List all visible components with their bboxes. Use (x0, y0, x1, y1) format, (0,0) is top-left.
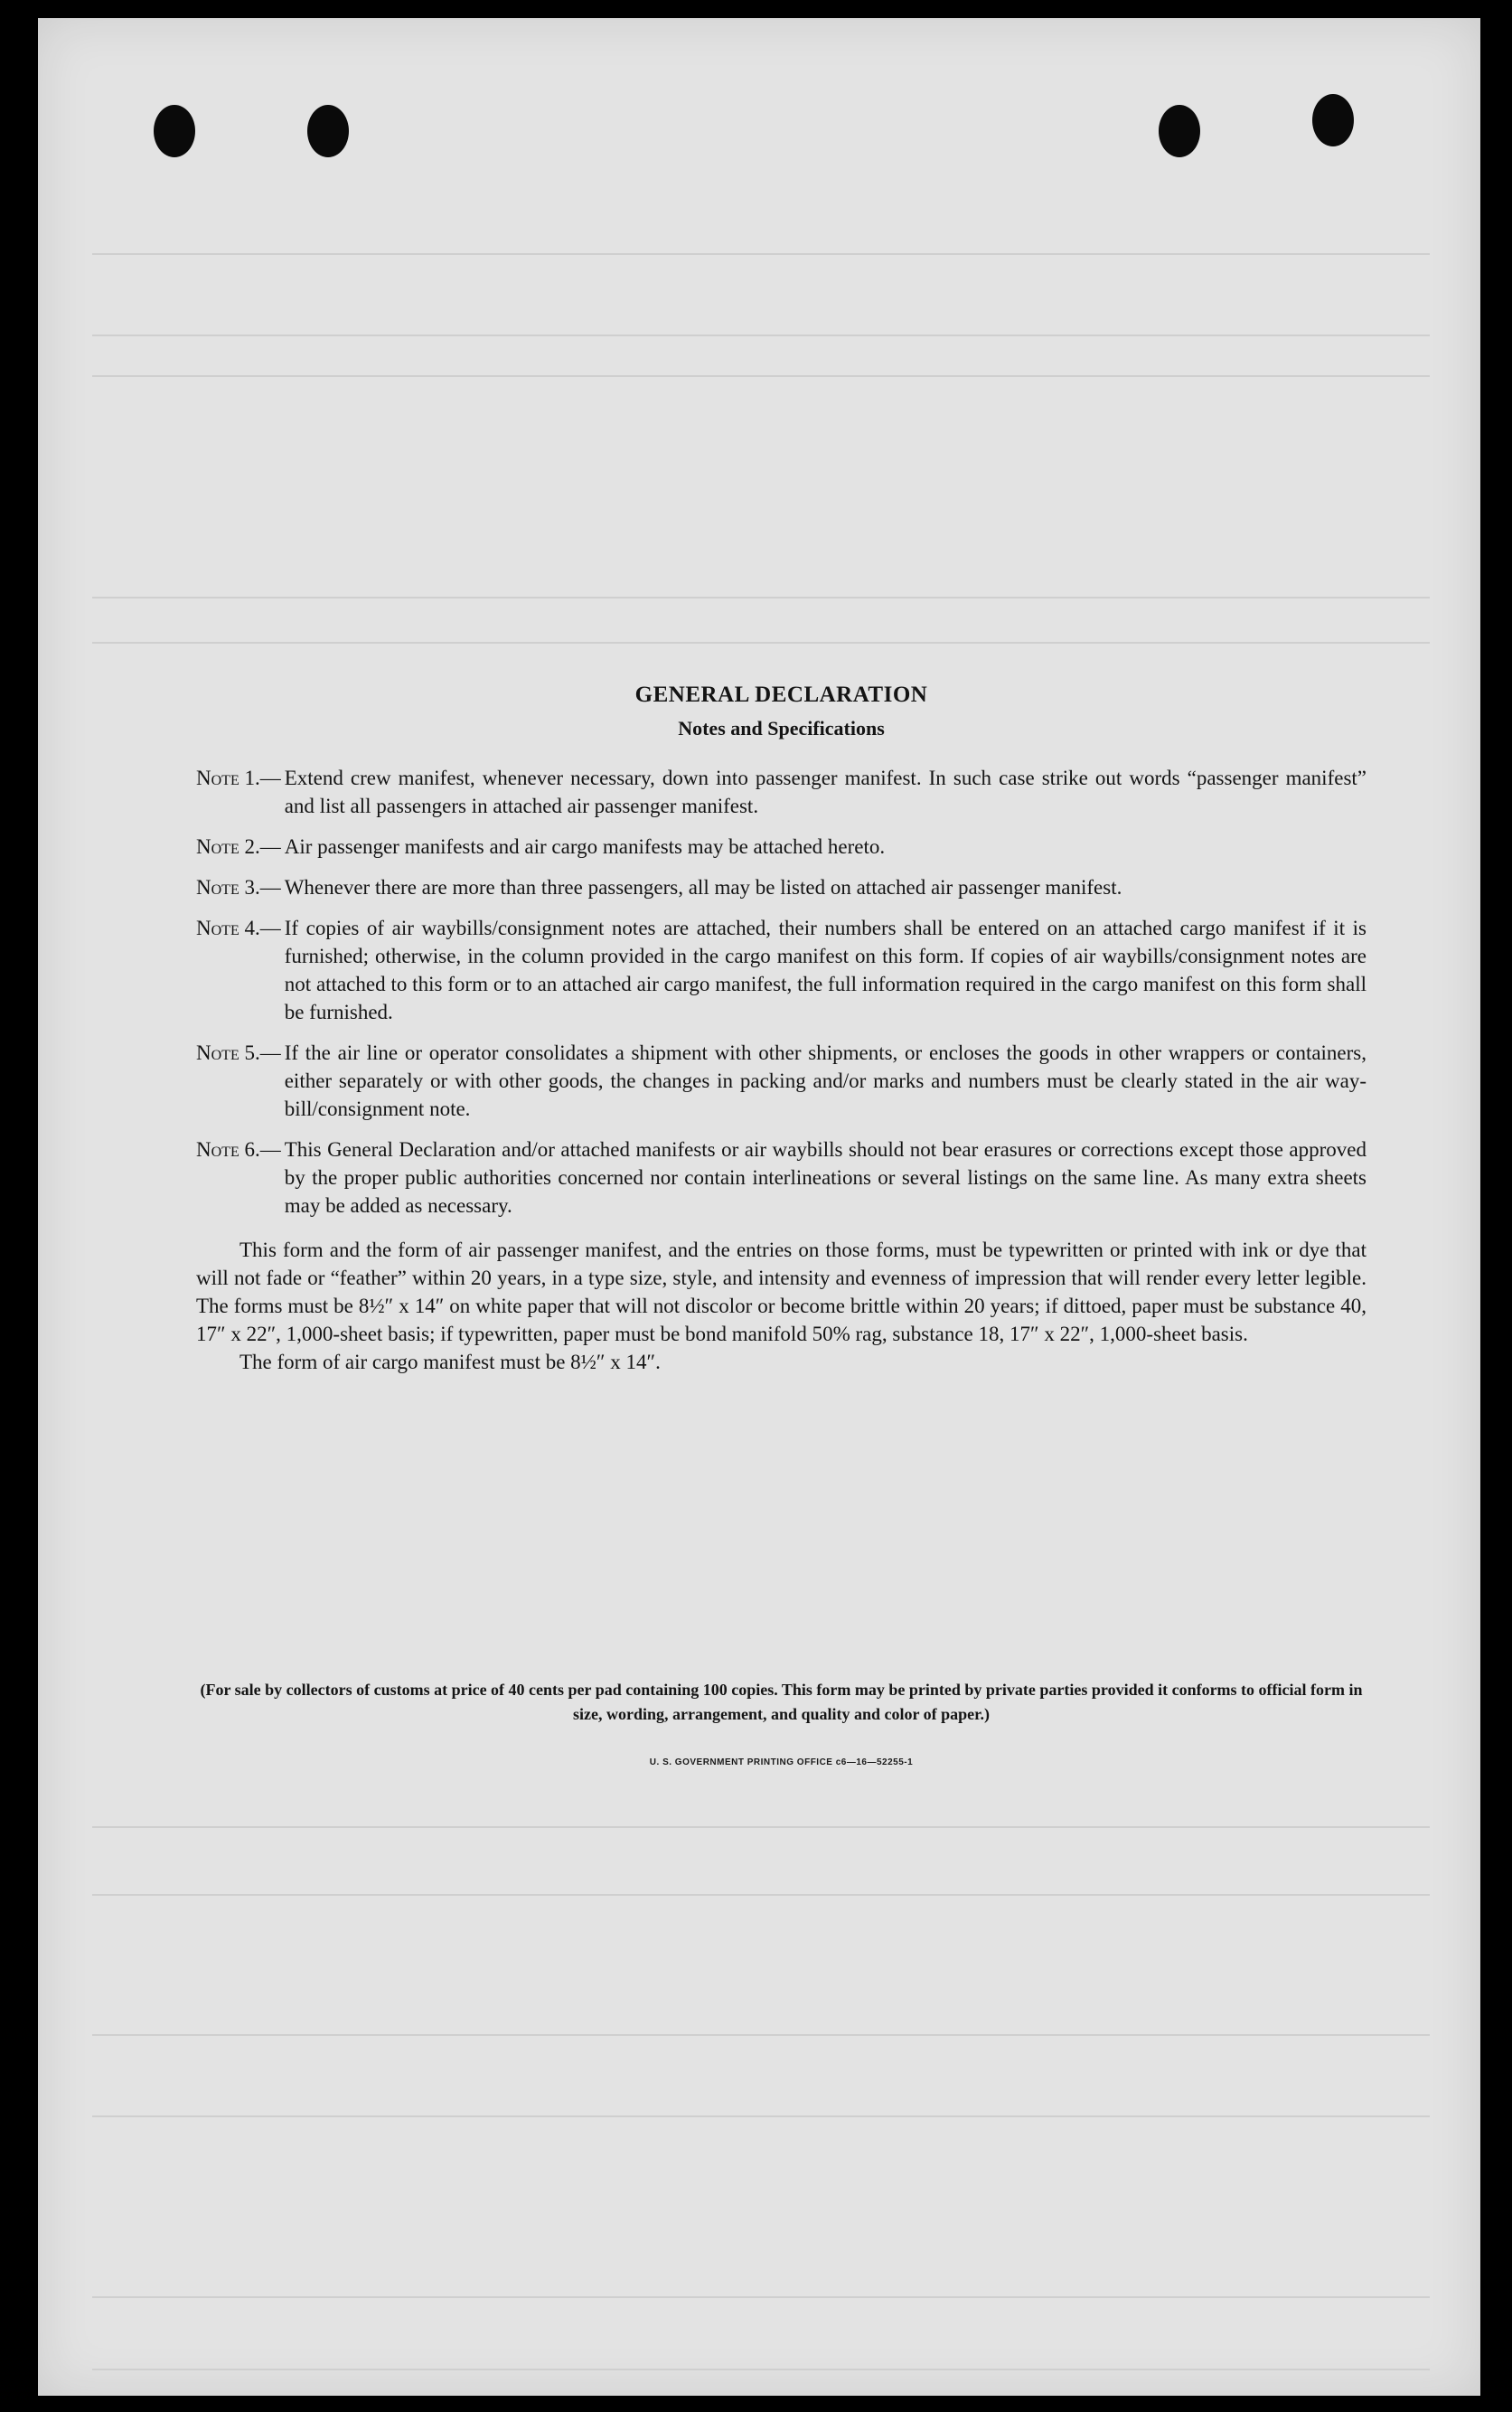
document-page (38, 18, 1480, 2396)
note-label: Note 6.— (196, 1138, 281, 1161)
page-title: GENERAL DECLARATION (634, 683, 928, 707)
punch-hole (1159, 105, 1200, 157)
note-6 (196, 1135, 1366, 1220)
note-4 (196, 914, 1366, 1026)
note-label: Note 3.— (196, 876, 281, 899)
punch-hole (1312, 94, 1354, 146)
cargo-manifest-size-paragraph: The form of air cargo manifest must be 8½″ x 14″. (239, 1351, 661, 1373)
printing-office-imprint: U. S. GOVERNMENT PRINTING OFFICE c6—16—52255-1 (649, 1757, 914, 1767)
note-label: Note 4.— (196, 917, 281, 939)
paper-specification-paragraph: This form and the form of air passenger manifest, and the entries on those forms, must be typewritten or printed with ink or dye that will not fade or “feather” within 20 years, in a type size, style, and intensity and evenness of impression that will render every letter legible. The forms must be 8½″ x 14″ on white paper that will not discolor or become brittle within 20 years; if dittoed, paper must be substance 40, 17″ x 22″, 1,000-sheet basis; if typewritten, paper must be bond manifold 50% rag, substance 18, 17″ x 22″, 1,000-sheet basis. (196, 1239, 1366, 1345)
punch-hole (154, 105, 195, 157)
note-label: Note 1.— (196, 767, 281, 789)
note-2 (196, 833, 1366, 861)
note-label: Note 5.— (196, 1041, 281, 1064)
note-5 (196, 1039, 1366, 1123)
note-1 (196, 764, 1366, 820)
note-text: If the air line or operator consolidates a shipment with other shipments, or encloses the goods in other wrappers or containers, either separately or with other goods, the changes in packing and/or marks and numbers must be clearly stated in the air waybill/consignment note. (284, 1041, 1366, 1120)
notes-and-specifications (196, 683, 1366, 1376)
page-subtitle: Notes and Specifications (678, 717, 885, 740)
note-text: If copies of air waybills/consignment notes are attached, their numbers shall be entered on an attached cargo manifest if it is furnished; otherwise, in the column provided in the cargo manifest on this form. If copies of air waybills/consignment notes are not attached to this form or to an attached air cargo manifest, the full information required in the cargo manifest on this form shall be furnished. (284, 917, 1366, 1023)
note-text: This General Declaration and/or attached manifests or air waybills should not bear erasures or corrections except those approved by the proper public authorities concerned nor contain interlineations or several listings on the same line. As many extra sheets may be added as necessary. (284, 1138, 1366, 1217)
note-text: Extend crew manifest, whenever necessary, down into passenger manifest. In such case strike out words “passenger manifest” and list all passengers in attached air passenger manifest. (284, 767, 1366, 817)
note-label: Note 2.— (196, 835, 281, 858)
note-text: Air passenger manifests and air cargo manifests may be attached hereto. (284, 835, 886, 858)
note-3 (196, 873, 1366, 901)
punch-hole (307, 105, 349, 157)
note-text: Whenever there are more than three passengers, all may be listed on attached air passenger manifest. (284, 876, 1122, 899)
sale-note: (For sale by collectors of customs at price of 40 cents per pad containing 100 copies. This form may be printed by private parties provided it conforms to official form in size, wording, arrangement, and quality and color of paper.) (200, 1681, 1363, 1723)
